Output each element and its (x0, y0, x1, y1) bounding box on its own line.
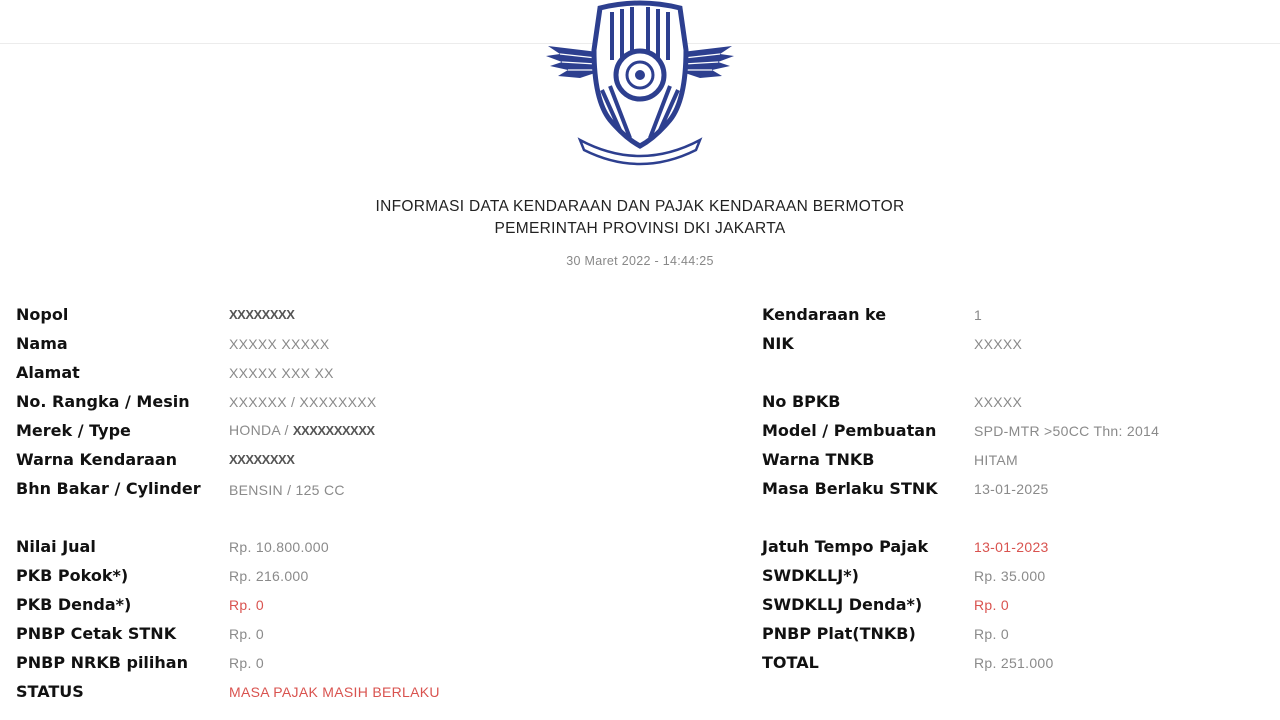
field-value: Rp. 216.000 (229, 567, 309, 584)
field-value: 13-01-2025 (974, 480, 1049, 497)
field-row-pnbp-cetak-stnk (16, 619, 736, 648)
field-label: Nama (16, 334, 68, 353)
field-row-nilai-jual (16, 532, 736, 561)
field-row-jatuh-tempo (762, 532, 1262, 561)
field-value-masked: XXXXXXXXXX (292, 422, 375, 438)
row-spacer (762, 503, 1262, 532)
field-label: Warna Kendaraan (16, 450, 178, 469)
field-value: XXXXX XXXXX (229, 335, 330, 352)
status-value: MASA PAJAK MASIH BERLAKU (229, 683, 440, 700)
field-value: XXXXXXXX (229, 452, 295, 467)
field-label: PNBP Cetak STNK (16, 624, 177, 643)
field-value: 13-01-2023 (974, 538, 1049, 555)
document-subtitle: PEMERINTAH PROVINSI DKI JAKARTA (494, 220, 786, 237)
field-row-pkb-denda (16, 590, 736, 619)
left-field-column (16, 300, 736, 706)
field-label: STATUS (16, 682, 84, 701)
field-value: Rp. 10.800.000 (229, 538, 329, 555)
field-value: BENSIN / 125 CC (229, 482, 345, 498)
field-row-rangka-mesin (16, 387, 736, 416)
field-row-pnbp-nrkb (16, 648, 736, 677)
row-spacer (762, 358, 1262, 387)
field-label: PNBP NRKB pilihan (16, 653, 188, 672)
field-label: PKB Denda*) (16, 595, 132, 614)
field-label: No BPKB (762, 392, 841, 411)
field-row-warna-tnkb (762, 445, 1262, 474)
field-label: No. Rangka / Mesin (16, 392, 190, 411)
field-label: Warna TNKB (762, 450, 875, 469)
field-value: Rp. 0 (974, 625, 1009, 642)
field-label: Model / Pembuatan (762, 421, 937, 440)
field-row-alamat (16, 358, 736, 387)
field-value: XXXXX (974, 393, 1023, 410)
document-header (0, 196, 1280, 268)
field-row-kendaraan-ke (762, 300, 1262, 329)
field-value-prefix: HONDA / (229, 421, 293, 438)
field-label: SWDKLLJ Denda*) (762, 595, 923, 614)
field-label: Bhn Bakar / Cylinder (16, 479, 201, 498)
field-value: XXXXX XXX XX (229, 364, 334, 381)
field-value: XXXXXX / XXXXXXXX (229, 393, 377, 410)
field-label: Nopol (16, 305, 69, 324)
field-row-warna-kendaraan (16, 445, 736, 474)
field-value (229, 422, 375, 440)
field-label: Masa Berlaku STNK (762, 479, 938, 498)
field-label: PKB Pokok*) (16, 566, 129, 585)
field-value: XXXXX (974, 335, 1023, 352)
field-row-masa-berlaku-stnk (762, 474, 1262, 503)
field-label: TOTAL (762, 653, 819, 672)
field-label: NIK (762, 334, 794, 353)
field-row-total (762, 648, 1262, 677)
field-row-status (16, 677, 736, 706)
field-label: SWDKLLJ*) (762, 566, 859, 585)
field-row-pkb-pokok (16, 561, 736, 590)
field-row-no-bpkb (762, 387, 1262, 416)
field-row-nopol (16, 300, 736, 329)
right-field-column (762, 300, 1262, 677)
document-title: INFORMASI DATA KENDARAAN DAN PAJAK KENDARAAN BERMOTOR (375, 198, 905, 215)
field-label: Jatuh Tempo Pajak (762, 537, 929, 556)
field-value: Rp. 0 (229, 596, 264, 613)
police-shield-emblem-icon (540, 0, 740, 175)
field-value: Rp. 0 (229, 625, 264, 642)
total-value: Rp. 251.000 (974, 654, 1054, 671)
field-value: Rp. 0 (974, 596, 1009, 613)
field-value: HITAM (974, 451, 1019, 468)
field-value: 1 (974, 306, 983, 323)
field-row-merek-type (16, 416, 736, 445)
field-row-swdkllj (762, 561, 1262, 590)
field-value: XXXXXXXX (229, 307, 295, 322)
field-label: Nilai Jual (16, 537, 96, 556)
field-label: Alamat (16, 363, 80, 382)
field-value: Rp. 35.000 (974, 567, 1046, 584)
field-value: Rp. 0 (229, 654, 264, 671)
field-label: Kendaraan ke (762, 305, 887, 324)
field-row-nama (16, 329, 736, 358)
field-row-pnbp-plat (762, 619, 1262, 648)
field-row-bahan-bakar (16, 474, 736, 532)
field-row-swdkllj-denda (762, 590, 1262, 619)
field-value: SPD-MTR >50CC Thn: 2014 (974, 422, 1160, 439)
field-row-model-pembuatan (762, 416, 1262, 445)
field-row-nik (762, 329, 1262, 358)
field-label: PNBP Plat(TNKB) (762, 624, 916, 643)
document-timestamp: 30 Maret 2022 - 14:44:25 (566, 254, 714, 268)
field-label: Merek / Type (16, 421, 131, 440)
